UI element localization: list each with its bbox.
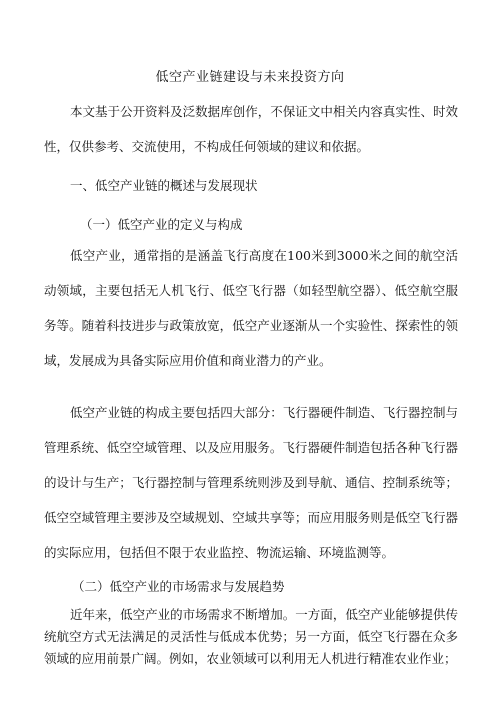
subsection-heading-market: （二）低空产业的市场需求与发展趋势 (72, 579, 285, 594)
chain-paragraph: 低空产业链的构成主要包括四大部分：飞行器硬件制造、飞行器控制与管理系统、低空空域管理、以及应用服务。飞行器硬件制造包括各种飞行器的设计与生产；飞行器控制与管理系统则涉及到导航、通信、控制系统等；低空空域管理主要涉及空域规划、空域共享等；而应用服务则是低空飞行器的实际应用，包括但不限于农业监控、物流运输、环境监测等。 (44, 405, 458, 560)
definition-paragraph: 低空产业，通常指的是涵盖飞行高度在100米到3000米之间的航空活动领域，主要包括无人机飞行、低空飞行器（如轻型航空器）、低空航空服务等。随着科技进步与政策放宽，低空产业逐渐从一个实验性、探索性的领域，发展成为具备实际应用价值和商业潜力的产业。 (44, 248, 458, 368)
section-heading: 一、低空产业链的概述与发展现状 (70, 178, 258, 193)
subsection-heading-definition: （一）低空产业的定义与构成 (80, 217, 243, 232)
market-paragraph: 近年来，低空产业的市场需求不断增加。一方面，低空产业能够提供传统航空方式无法满足的灵活性与低成本优势；另一方面，低空飞行器在众多领域的应用前景广阔。例如，农业领域可以利用无人机进行精准农业作业； (44, 607, 458, 666)
intro-paragraph: 本文基于公开资料及泛数据库创作，不保证文中相关内容真实性、时效性，仅供参考、交流使用，不构成任何领域的建议和依据。 (44, 104, 458, 154)
document-title: 低空产业链建设与未来投资方向 (155, 70, 345, 85)
